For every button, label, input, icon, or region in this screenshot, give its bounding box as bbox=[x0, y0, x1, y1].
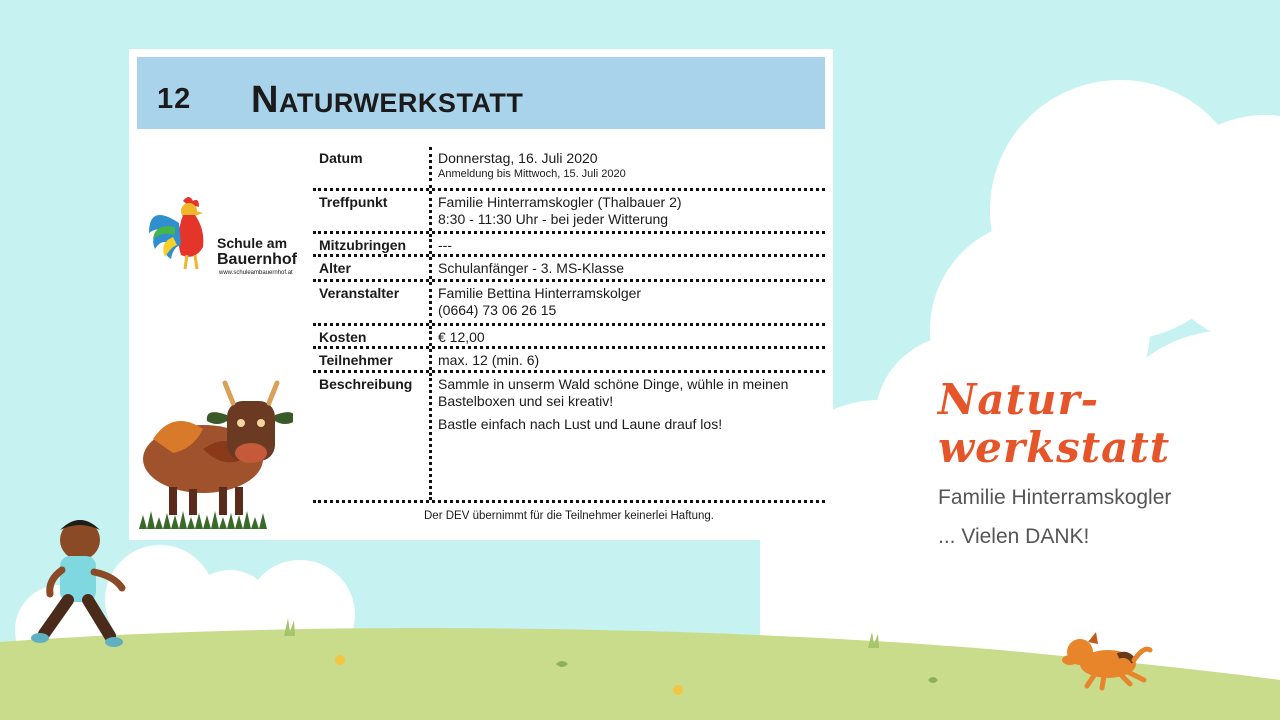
table-row-alter bbox=[313, 257, 825, 282]
row-value bbox=[432, 191, 825, 231]
registration-note: Anmeldung bis Mittwoch, 15. Juli 2020 bbox=[438, 168, 626, 180]
date-value: Donnerstag, 16. Juli 2020 bbox=[438, 150, 598, 166]
table-row-beschreibung bbox=[313, 373, 825, 503]
cow-illustration bbox=[133, 379, 293, 529]
row-value: max. 12 (min. 6) bbox=[438, 352, 540, 368]
row-label: Datum bbox=[313, 147, 432, 188]
event-info-table bbox=[313, 147, 825, 503]
slide-title-line2: werkstatt bbox=[938, 423, 1171, 472]
slide-title bbox=[938, 376, 1170, 472]
row-label: Veranstalter bbox=[313, 282, 432, 323]
row-value: Schulanfänger - 3. MS-Klasse bbox=[438, 260, 624, 276]
slide-subtitle: Familie Hinterramskogler bbox=[938, 486, 1172, 509]
row-label: Kosten bbox=[313, 326, 432, 346]
row-label: Beschreibung bbox=[313, 373, 432, 500]
rooster-icon bbox=[145, 193, 215, 277]
event-title: Naturwerkstatt bbox=[251, 79, 524, 121]
row-value: --- bbox=[438, 237, 452, 253]
event-card bbox=[129, 49, 833, 540]
row-label: Mitzubringen bbox=[313, 234, 432, 254]
table-row-mitzubringen bbox=[313, 234, 825, 257]
table-row-kosten bbox=[313, 326, 825, 349]
row-value: € 12,00 bbox=[438, 329, 485, 345]
liability-note: Der DEV übernimmt für die Teilnehmer keinerlei Haftung. bbox=[424, 510, 714, 522]
meeting-time: 8:30 - 11:30 Uhr - bei jeder Witterung bbox=[438, 211, 669, 227]
description-text-2: Bastle einfach nach Lust und Laune drauf los! bbox=[438, 416, 723, 432]
row-value bbox=[432, 282, 825, 323]
logo-line2: Bauernhof bbox=[217, 251, 297, 268]
event-number: 12 bbox=[157, 83, 192, 115]
table-row-teilnehmer bbox=[313, 349, 825, 373]
table-row-veranstalter bbox=[313, 282, 825, 326]
row-value bbox=[432, 147, 825, 188]
row-label: Teilnehmer bbox=[313, 349, 432, 370]
table-row-datum bbox=[313, 147, 825, 191]
logo-line1: Schule am bbox=[217, 235, 288, 251]
row-label: Alter bbox=[313, 257, 432, 279]
organizer-name: Familie Bettina Hinterramskolger bbox=[438, 285, 642, 301]
row-value bbox=[432, 373, 825, 500]
slide-title-line1: Natur- bbox=[938, 375, 1100, 424]
slide-thanks: ... Vielen DANK! bbox=[938, 525, 1090, 548]
meeting-place: Familie Hinterramskogler (Thalbauer 2) bbox=[438, 194, 682, 210]
logo-url: www.schuleambauernhof.at bbox=[219, 270, 293, 276]
card-header bbox=[137, 57, 825, 129]
row-label: Treffpunkt bbox=[313, 191, 432, 231]
school-farm-logo bbox=[145, 193, 295, 279]
description-text: Sammle in unserm Wald schöne Dinge, wühle in meinen Bastelboxen und sei kreativ! bbox=[438, 376, 789, 409]
table-row-treffpunkt bbox=[313, 191, 825, 234]
organizer-phone: (0664) 73 06 26 15 bbox=[438, 302, 557, 318]
